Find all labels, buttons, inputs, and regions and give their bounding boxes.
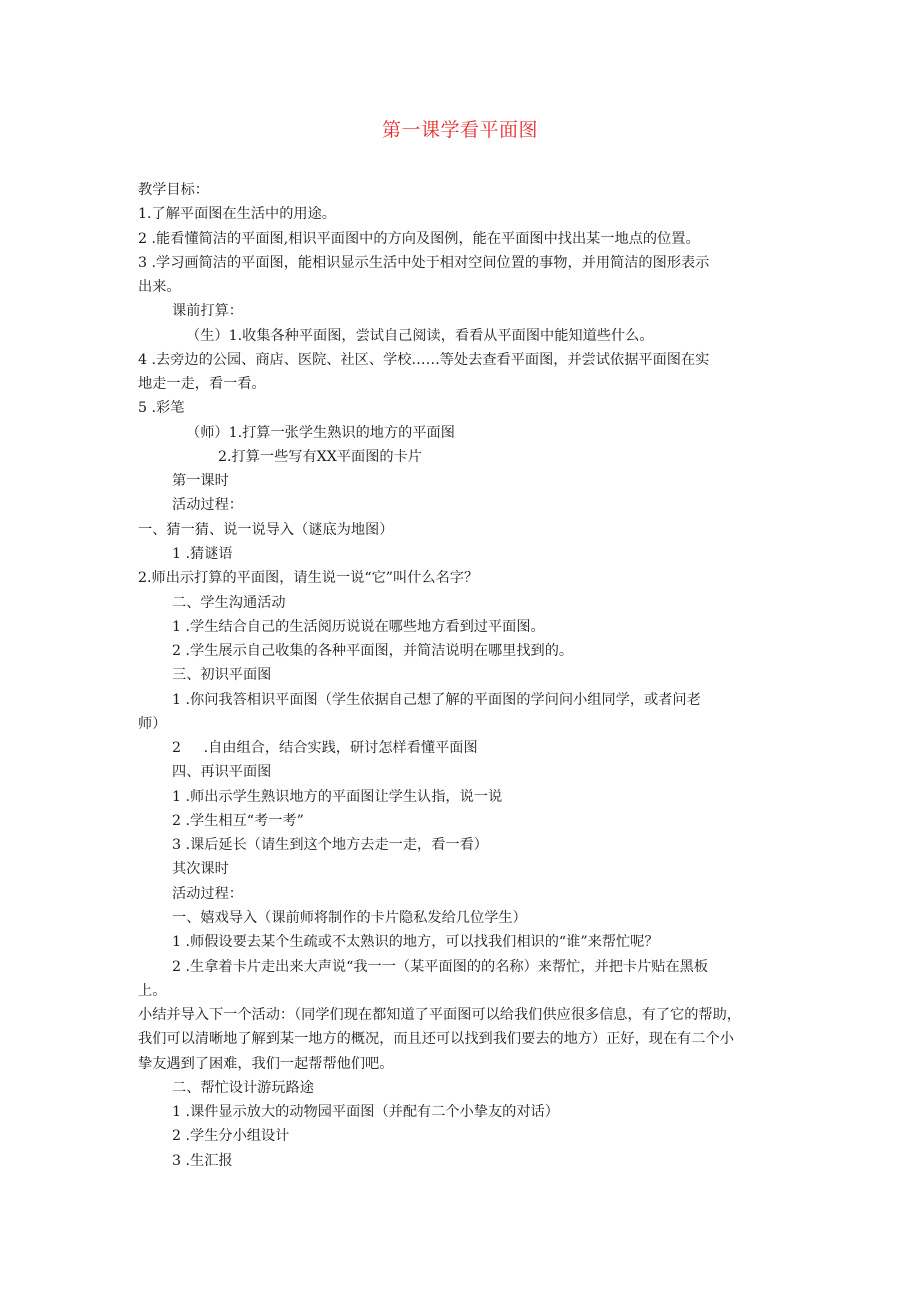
text-line: （师）1.打算一张学生熟识的地方的平面图 xyxy=(186,425,455,441)
text-line: 1 .猜谜语 xyxy=(172,546,233,562)
text-line: 小结并导入下一个活动：（同学们现在都知道了平面图可以给我们供应很多信息，有了它的帮助， xyxy=(138,1007,741,1023)
text-line: 我们可以清晰地了解到某一地方的概况，而且还可以找到我们要去的地方）正好，现在有二个小 xyxy=(138,1031,734,1047)
text-line: 2.打算一些写有XX平面图的卡片 xyxy=(218,449,422,465)
text-line: 1 .师出示学生熟识地方的平面图让学生认指，说一说 xyxy=(172,789,503,805)
section-heading: 活动过程： xyxy=(172,497,243,513)
page-title: 第一课学看平面图 xyxy=(381,119,538,141)
text-line: 2 .学生分小组设计 xyxy=(172,1128,290,1144)
section-heading: 活动过程： xyxy=(172,886,243,902)
section-heading: 三、初识平面图 xyxy=(172,667,272,683)
section-heading: 一、嬉戏导入（课前师将制作的卡片隐私发给几位学生） xyxy=(172,910,527,926)
text-line: 2 .学生展示自己收集的各种平面图，并简洁说明在哪里找到的。 xyxy=(172,643,574,659)
text-line: 1 .师假设要去某个生疏或不太熟识的地方，可以找我们相识的“谁”来帮忙呢？ xyxy=(172,934,659,950)
section-heading: 其次课时 xyxy=(172,861,229,877)
text-line: 2 .生拿着卡片走出来大声说“我一一（某平面图的的名称）来帮忙，并把卡片贴在黑板 xyxy=(172,959,709,975)
text-line: 3 .学习画简洁的平面图，能相识显示生活中处于相对空间位置的事物，并用简洁的图形表示 xyxy=(138,255,710,271)
section-heading: 一、猜一猜、说一说导入（谜底为地图） xyxy=(138,522,394,538)
text-line: 师） xyxy=(138,716,167,732)
text-line: 1 .学生结合自己的生活阅历说说在哪些地方看到过平面图。 xyxy=(172,619,545,635)
text-line: 上。 xyxy=(138,983,167,999)
text-line: 4 .去旁边的公园、商店、医院、社区、学校……等处去查看平面图，并尝试依据平面图在实 xyxy=(138,352,710,368)
text-line: 1 .你问我答相识平面图（学生依据自己想了解的平面图的学问问小组同学，或者问老 xyxy=(172,692,701,708)
section-heading: 二、学生沟通活动 xyxy=(172,595,286,611)
text-line: 3 .生汇报 xyxy=(172,1153,233,1169)
text-line: 2 .学生相互“考一考” xyxy=(172,813,304,829)
text-line: 1.了解平面图在生活中的用途。 xyxy=(138,206,336,222)
text-line: 2.师出示打算的平面图，请生说一说“它”叫什么名字？ xyxy=(138,570,479,586)
text-line: 5 .彩笔 xyxy=(138,400,185,416)
text-line: 3 .课后延长（请生到这个地方去走一走，看一看） xyxy=(172,837,488,853)
section-heading: 二、帮忙设计游玩路途 xyxy=(172,1080,314,1096)
section-heading: 课前打算： xyxy=(172,303,243,319)
text-line: 出来。 xyxy=(138,279,181,295)
section-heading: 第一课时 xyxy=(172,473,229,489)
text-line: 地走一走，看一看。 xyxy=(138,376,266,392)
text-line: 挚友遇到了困难，我们一起帮帮他们吧。 xyxy=(138,1056,394,1072)
text-line: （生）1.收集各种平面图，尝试自己阅读，看看从平面图中能知道些什么。 xyxy=(186,328,654,344)
section-heading: 教学目标： xyxy=(138,182,209,198)
section-heading: 四、再识平面图 xyxy=(172,764,272,780)
text-line: 1 .课件显示放大的动物园平面图（并配有二个小挚友的对话） xyxy=(172,1104,559,1120)
text-line: 2 .自由组合，结合实践，研讨怎样看懂平面图 xyxy=(172,740,478,756)
text-line: 2 .能看懂简洁的平面图,相识平面图中的方向及图例，能在平面图中找出某一地点的位置。 xyxy=(138,231,700,247)
